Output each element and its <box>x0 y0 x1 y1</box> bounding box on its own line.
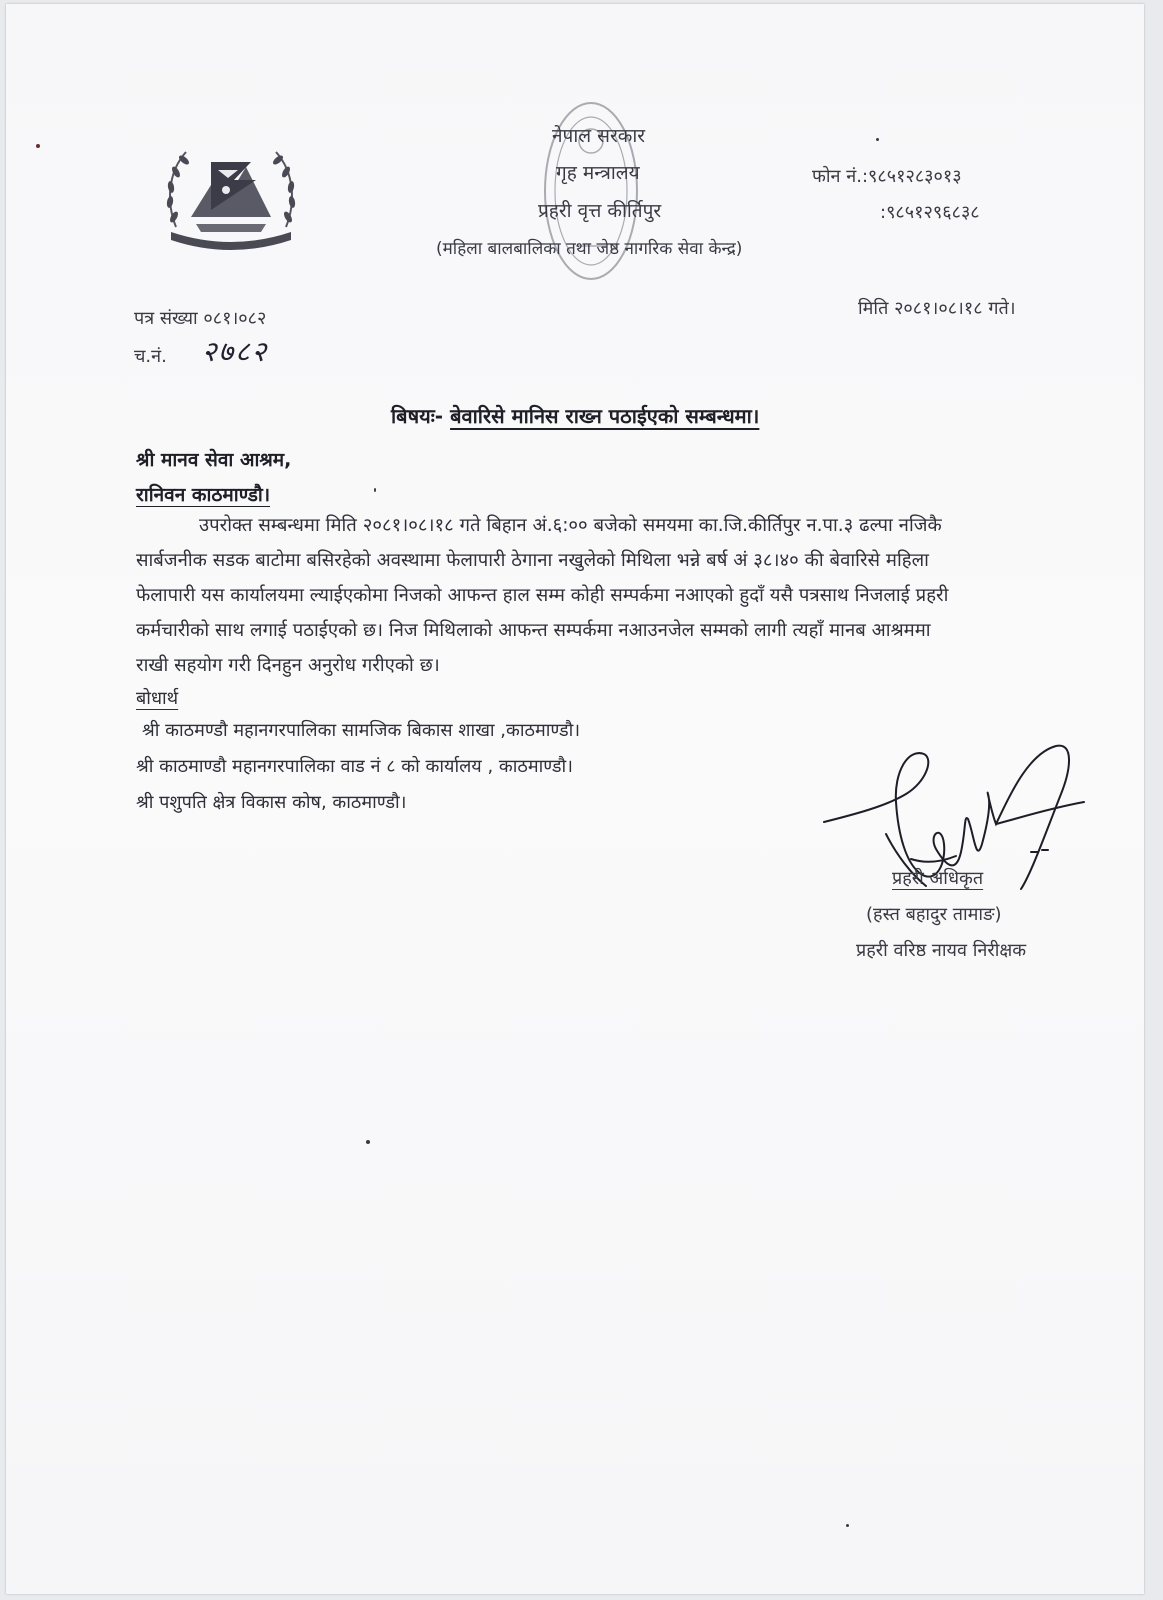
scan-speck <box>374 488 376 492</box>
scan-speck <box>36 144 40 148</box>
letter-date: मिति २०८१।०८।१८ गते। <box>858 298 1016 319</box>
signatory-title: प्रहरी अधिकृत <box>892 868 984 889</box>
scan-speck <box>366 1140 370 1144</box>
body-line: फेलापारी यस कार्यालयमा ल्याईएकोमा निजको आफन्त हाल सम्म कोही सम्पर्कमा नआएको हुदाँ यसै पत्रसाथ निजलाई प्रहरी <box>136 585 949 606</box>
signatory-name: (हस्त बहादुर तामाङ) <box>866 904 1002 925</box>
patra-sankhya: पत्र संख्या ०८१।०८२ <box>134 308 267 329</box>
chalani-label: च.नं. <box>134 346 167 367</box>
cc-label: बोधार्थ <box>136 688 179 709</box>
body-line: सार्बजनीक सडक बाटोमा बसिरहेको अवस्थामा फेलापारी ठेगाना नखुलेको मिथिला भन्ने बर्ष अं ३८।४० की बेवारिसे महिला <box>136 550 929 571</box>
nepal-emblem-icon <box>156 132 306 257</box>
chalani-number: २७८२ <box>202 335 269 368</box>
recipient-line-2: रानिवन काठमाण्डौ। <box>136 484 271 506</box>
subject-label: बिषयः- <box>391 404 444 428</box>
letter-page <box>6 4 1144 1594</box>
phone-number-1: फोन नं.:९८५१२८३०१३ <box>812 166 962 187</box>
subject-text: बेवारिसे मानिस राख्न पठाईएको सम्बन्धमा। <box>450 404 760 428</box>
phone-number-2: :९८५१२९६८३८ <box>880 202 980 223</box>
cc-item: श्री पशुपति क्षेत्र विकास कोष, काठमाण्डौ। <box>136 792 407 813</box>
scan-speck <box>846 1524 849 1527</box>
scan-speck <box>876 138 879 141</box>
header-ministry: गृह मन्त्रालय <box>556 162 640 184</box>
body-line: कर्मचारीको साथ लगाई पठाईएको छ। निज मिथिलाको आफन्त सम्पर्कमा नआउनजेल सम्मको लागी त्यहाँ मानब आश्रममा <box>136 620 931 641</box>
signatory-designation: प्रहरी वरिष्ठ नायव निरीक्षक <box>856 940 1027 961</box>
header-office: प्रहरी वृत्त कीर्तिपुर <box>538 200 662 222</box>
header-center: (महिला बालबालिका तथा जेष्ठ नागरिक सेवा केन्द्र) <box>436 239 743 259</box>
header-government: नेपाल सरकार <box>552 125 646 147</box>
cc-item: श्री काठमण्डौ महानगरपालिका सामजिक बिकास शाखा ,काठमाण्डौ। <box>142 720 581 741</box>
cc-item: श्री काठमाण्डौ महानगरपालिका वाड नं ८ को कार्यालय , काठमाण्डौ। <box>136 756 573 777</box>
recipient-line-1: श्री मानव सेवा आश्रम, <box>136 449 292 471</box>
body-line: उपरोक्त सम्बन्धमा मिति २०८१।०८।१८ गते बिहान अं.६:०० बजेको समयमा का.जि.कीर्तिपुर न.पा.३ ढल्पा नजिकै <box>199 515 942 536</box>
body-line: राखी सहयोग गरी दिनहुन अनुरोध गरीएको छ। <box>136 655 440 676</box>
subject-line <box>391 402 759 429</box>
